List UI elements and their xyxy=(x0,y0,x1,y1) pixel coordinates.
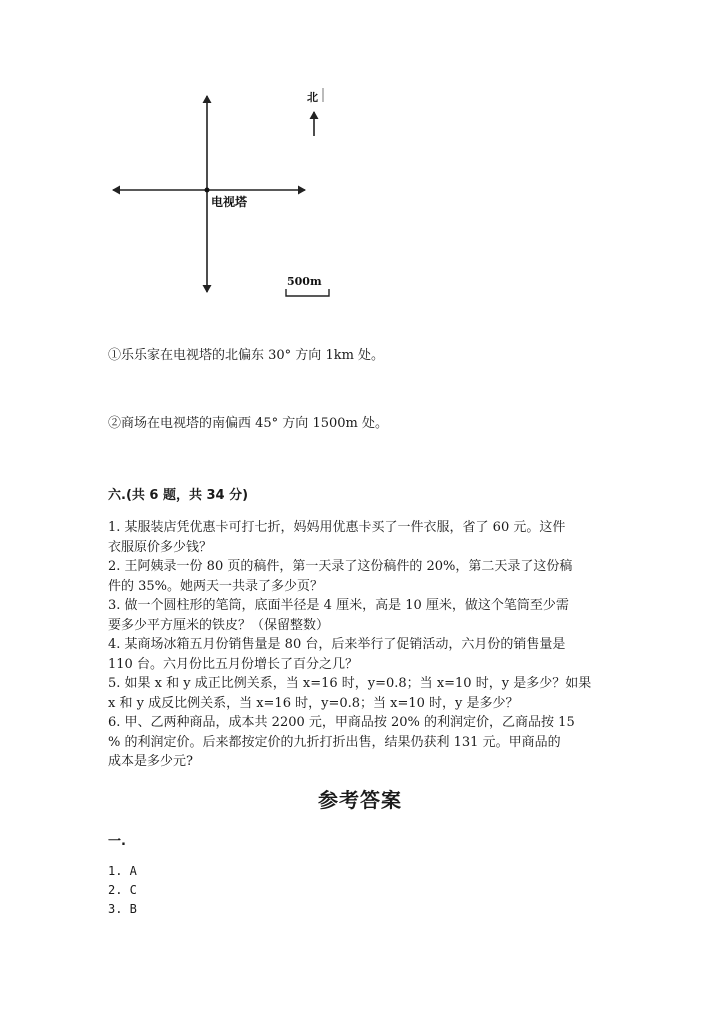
problem-item xyxy=(108,713,628,772)
scale-label: 500m xyxy=(287,275,322,288)
problem-line: 1. 某服装店凭优惠卡可打七折，妈妈用优惠卡买了一件衣服，省了 60 元。这件 xyxy=(108,520,566,535)
problem-line: 3. 做一个圆柱形的笔筒，底面半径是 4 厘米，高是 10 厘米，做这个笔筒至少需 xyxy=(108,598,569,613)
answer-section-label: 一. xyxy=(108,834,126,849)
section-six-title: 六.(共 6 题，共 34 分) xyxy=(108,488,249,503)
direction-diagram xyxy=(100,80,340,310)
north-label: 北 xyxy=(307,91,318,104)
problem-line: 2. 王阿姨录一份 80 页的稿件，第一天录了这份稿件的 20%，第二天录了这份稿 xyxy=(108,559,573,574)
problem-line: 衣服原价多少钱？ xyxy=(108,539,213,555)
tv-tower-label: 电视塔 xyxy=(211,195,248,209)
answer-item: 3. B xyxy=(108,902,137,916)
answer-key-title: 参考答案 xyxy=(318,788,402,812)
problem-line: 件的 35%。她两天一共录了多少页？ xyxy=(108,578,324,594)
problem-line: 4. 某商场冰箱五月份销售量是 80 台，后来举行了促销活动，六月份的销售量是 xyxy=(108,637,566,652)
exercise-1: ①乐乐家在电视塔的北偏东 30° 方向 1km 处。 xyxy=(108,348,385,363)
problem-line: 6. 甲、乙两种商品，成本共 2200 元，甲商品按 20% 的利润定价，乙商品按 15 xyxy=(108,715,575,730)
problem-list xyxy=(108,518,628,772)
problem-line: 110 台。六月份比五月份增长了百分之几？ xyxy=(108,656,358,672)
tv-tower-point xyxy=(205,188,210,193)
exercise-2: ②商场在电视塔的南偏西 45° 方向 1500m 处。 xyxy=(108,416,388,431)
problem-line: 成本是多少元? xyxy=(108,754,193,769)
answer-item: 2. C xyxy=(108,883,137,897)
problem-line: x 和 y 成反比例关系，当 x=16 时，y=0.8；当 x=10 时，y 是多少？ xyxy=(108,695,519,711)
answer-list xyxy=(108,862,137,919)
answer-item: 1. A xyxy=(108,864,137,878)
problem-item xyxy=(108,596,628,635)
problem-item xyxy=(108,635,628,674)
problem-line: 要多少平方厘米的铁皮？（保留整数） xyxy=(108,617,330,633)
problem-item xyxy=(108,518,628,557)
scale-bar xyxy=(286,289,329,296)
problem-item xyxy=(108,557,628,596)
problem-item xyxy=(108,674,628,713)
problem-line: 5. 如果 x 和 y 成正比例关系，当 x=16 时，y=0.8；当 x=10 时，y 是多少？如果 xyxy=(108,676,592,691)
problem-line: % 的利润定价。后来都按定价的九折打折出售，结果仍获利 131 元。甲商品的 xyxy=(108,734,561,750)
